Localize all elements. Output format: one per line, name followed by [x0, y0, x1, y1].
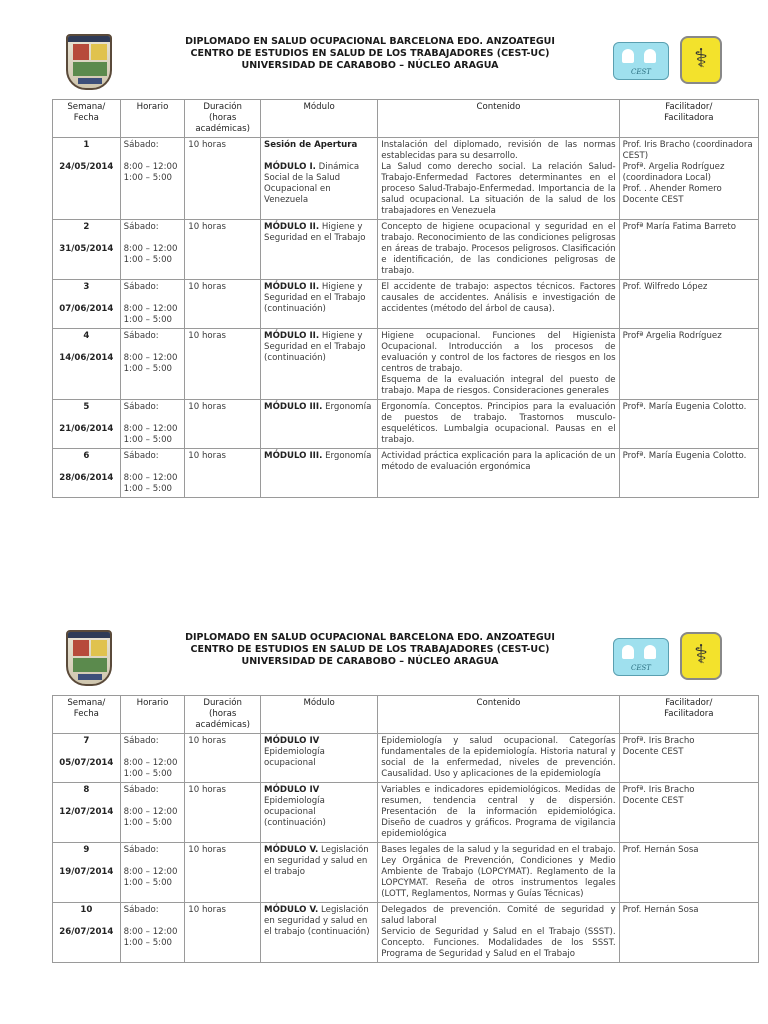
schedule-day: Sábado: [123, 222, 159, 232]
cell-contenido [378, 734, 619, 783]
table-row [53, 400, 759, 449]
schedule-table [52, 695, 759, 963]
cell-contenido [378, 220, 619, 280]
facilitator-name: Docente CEST [622, 747, 684, 757]
cell-horario [120, 843, 185, 903]
col-header-semana: Semana/ Fecha [53, 100, 121, 138]
schedule-day: Sábado: [123, 845, 159, 855]
week-number: 10 [80, 905, 93, 915]
table-row [53, 903, 759, 963]
facilitator-name: Prof. Iris Bracho (coordinadora CEST) [622, 140, 753, 161]
facilitator-name: Profª. María Eugenia Colotto. [622, 402, 747, 412]
schedule-afternoon: 1:00 – 5:00 [123, 173, 173, 183]
col-header-contenido: Contenido [378, 100, 619, 138]
module-title: MÓDULO II. [264, 222, 320, 232]
schedule-day: Sábado: [123, 451, 159, 461]
col-header-horario: Horario [120, 696, 185, 734]
header-line-2: CENTRO DE ESTUDIOS EN SALUD DE LOS TRABAJADORES (CEST-UC) [190, 48, 550, 59]
cell-facilitador [619, 843, 758, 903]
module-line [264, 785, 374, 829]
cell-facilitador [619, 138, 758, 220]
content-paragraph: Ergonomía. Conceptos. Principios para la evaluación de puestos de trabajo. Trastornos musculo-esqueléticos. Lumbalgia ocupacional. Pausas en el trabajo. [381, 402, 616, 445]
schedule-afternoon: 1:00 – 5:00 [123, 364, 173, 374]
cell-contenido [378, 280, 619, 329]
schedule-day: Sábado: [123, 282, 159, 292]
schedule-morning: 8:00 – 12:00 [123, 353, 178, 363]
module-line [264, 845, 374, 878]
schedule-table [52, 99, 759, 498]
facilitator-name: Profª María Fatima Barreto [622, 222, 736, 232]
cell-modulo [261, 280, 378, 329]
module-title: MÓDULO III. [264, 451, 323, 461]
col-header-contenido: Contenido [378, 696, 619, 734]
university-crest-icon [66, 34, 112, 90]
module-title: MÓDULO II. [264, 282, 320, 292]
module-title: Sesión de Apertura [264, 140, 358, 150]
cell-modulo [261, 449, 378, 498]
week-date: 14/06/2014 [59, 353, 114, 363]
module-line [264, 402, 374, 413]
schedule-day: Sábado: [123, 331, 159, 341]
cell-duracion: 10 horas [185, 843, 261, 903]
header-titles [140, 632, 600, 668]
schedule-page-2 [0, 624, 768, 959]
cell-semana [53, 400, 121, 449]
document-header [0, 624, 768, 694]
col-header-duracion: Duración (horas académicas) [185, 696, 261, 734]
content-paragraph: Epidemiología y salud ocupacional. Categorías fundamentales de la epidemiología. Historia natural y social de la enfermedad, niveles de prevención. Causalidad. Uso y aplicaciones de la epidemiología [381, 736, 616, 779]
table-row [53, 138, 759, 220]
cell-duracion: 10 horas [185, 400, 261, 449]
week-number: 8 [83, 785, 90, 795]
module-line [264, 282, 374, 315]
table-row [53, 220, 759, 280]
schedule-morning: 8:00 – 12:00 [123, 162, 178, 172]
header-line-3: UNIVERSIDAD DE CARABOBO – NÚCLEO ARAGUA [241, 656, 499, 667]
schedule-day: Sábado: [123, 402, 159, 412]
cell-duracion: 10 horas [185, 903, 261, 963]
module-title: MÓDULO V. [264, 845, 319, 855]
schedule-morning: 8:00 – 12:00 [123, 867, 178, 877]
cell-modulo [261, 329, 378, 400]
schedule-afternoon: 1:00 – 5:00 [123, 938, 173, 948]
module-title: MÓDULO IV [264, 736, 320, 746]
module-name: Legislación en seguridad y salud en el trabajo (continuación) [264, 905, 370, 937]
week-date: 24/05/2014 [59, 162, 114, 172]
content-paragraph: El accidente de trabajo: aspectos técnicos. Factores causales de accidentes. Análisis e investigación de accidentes (método del árbol de causa). [381, 282, 616, 314]
schedule-morning: 8:00 – 12:00 [123, 424, 178, 434]
cell-horario [120, 903, 185, 963]
facilitator-name: Profª. Argelia Rodríguez (coordinadora Local) [622, 162, 725, 183]
facilitator-name: Prof. Wilfredo López [622, 282, 708, 292]
module-title: MÓDULO I. [264, 162, 316, 172]
facilitator-name: Profª. María Eugenia Colotto. [622, 451, 747, 461]
cell-duracion: 10 horas [185, 783, 261, 843]
module-line [264, 140, 374, 151]
col-header-facilitador: Facilitador/ Facilitadora [619, 100, 758, 138]
content-paragraph: Variables e indicadores epidemiológicos. Medidas de resumen, tendencia central y de dispersión. Presentación de la información epidemiológica. Diseño de cuadros y gráficos. Programa de vigilancia epidemiológica [381, 785, 616, 839]
week-number: 5 [83, 402, 90, 412]
module-title: MÓDULO IV [264, 785, 320, 795]
module-name: Higiene y Seguridad en el Trabajo [264, 222, 366, 243]
cell-modulo [261, 220, 378, 280]
cell-duracion: 10 horas [185, 220, 261, 280]
cell-modulo [261, 400, 378, 449]
week-number: 4 [83, 331, 90, 341]
cell-semana [53, 280, 121, 329]
cell-contenido [378, 400, 619, 449]
facilitator-name: Profª. Iris Bracho [622, 736, 695, 746]
module-title: MÓDULO V. [264, 905, 319, 915]
col-header-semana: Semana/ Fecha [53, 696, 121, 734]
week-number: 2 [83, 222, 90, 232]
content-paragraph: Higiene ocupacional. Funciones del Higienista Ocupacional. Introducción a los procesos de evaluación y control de los factores de riesgos en los centros de trabajo. [381, 331, 616, 374]
content-paragraph: Actividad práctica explicación para la aplicación de un método de evaluación ergonómica [381, 451, 616, 472]
week-number: 1 [83, 140, 90, 150]
cell-modulo [261, 843, 378, 903]
schedule-morning: 8:00 – 12:00 [123, 304, 178, 314]
cell-contenido [378, 783, 619, 843]
schedule-day: Sábado: [123, 785, 159, 795]
cell-duracion: 10 horas [185, 734, 261, 783]
content-paragraph: Esquema de la evaluación integral del puesto de trabajo. Mapa de riesgos. Consideraciones generales [381, 375, 616, 396]
week-number: 3 [83, 282, 90, 292]
cell-modulo [261, 734, 378, 783]
table-row [53, 734, 759, 783]
content-paragraph: Concepto de higiene ocupacional y seguridad en el trabajo. Reconocimiento de las condiciones peligrosas en áreas de trabajo. Procesos peligrosos. Clasificación e identificación, de las condiciones peligrosas de trabajo. [381, 222, 616, 276]
caduceus-logo-icon: ⚕ [680, 36, 722, 84]
week-date: 05/07/2014 [59, 758, 114, 768]
table-row [53, 329, 759, 400]
cell-duracion: 10 horas [185, 329, 261, 400]
col-header-duracion: Duración (horas académicas) [185, 100, 261, 138]
cell-horario [120, 220, 185, 280]
cell-semana [53, 329, 121, 400]
module-name: Epidemiología ocupacional (continuación) [264, 796, 326, 828]
module-name: Ergonomía [322, 402, 372, 412]
schedule-day: Sábado: [123, 736, 159, 746]
table-row [53, 449, 759, 498]
cell-semana [53, 783, 121, 843]
content-paragraph: La Salud como derecho social. La relación Salud-Trabajo-Enfermedad Factores determinantes en el proceso Salud-Trabajo-Enfermedad. Importancia de la salud ocupacional. La situación de la salud de los trabajadores en Venezuela [381, 162, 616, 216]
schedule-afternoon: 1:00 – 5:00 [123, 315, 173, 325]
schedule-morning: 8:00 – 12:00 [123, 244, 178, 254]
cell-horario [120, 783, 185, 843]
module-name: Epidemiología ocupacional [264, 747, 325, 768]
cell-contenido [378, 449, 619, 498]
header-line-1: DIPLOMADO EN SALUD OCUPACIONAL BARCELONA EDO. ANZOATEGUI [185, 36, 555, 47]
module-name: Higiene y Seguridad en el Trabajo (continuación) [264, 282, 366, 314]
cell-semana [53, 734, 121, 783]
cell-horario [120, 449, 185, 498]
schedule-morning: 8:00 – 12:00 [123, 927, 178, 937]
university-crest-icon [66, 630, 112, 686]
cell-semana [53, 449, 121, 498]
module-name: Higiene y Seguridad en el Trabajo (continuación) [264, 331, 366, 363]
cell-facilitador [619, 903, 758, 963]
content-paragraph: Delegados de prevención. Comité de seguridad y salud laboral [381, 905, 616, 926]
week-number: 6 [83, 451, 90, 461]
module-line [264, 905, 374, 938]
col-header-modulo: Módulo [261, 100, 378, 138]
cell-duracion: 10 horas [185, 449, 261, 498]
cell-contenido [378, 138, 619, 220]
cell-duracion: 10 horas [185, 280, 261, 329]
schedule-afternoon: 1:00 – 5:00 [123, 484, 173, 494]
schedule-day: Sábado: [123, 140, 159, 150]
week-date: 21/06/2014 [59, 424, 114, 434]
module-line [264, 331, 374, 364]
schedule-page-1 [0, 28, 768, 494]
cest-logo-icon [613, 638, 669, 676]
module-title: MÓDULO III. [264, 402, 323, 412]
cell-semana [53, 903, 121, 963]
cell-horario [120, 280, 185, 329]
cell-facilitador [619, 783, 758, 843]
module-name: Legislación en seguridad y salud en el trabajo [264, 845, 369, 877]
cell-horario [120, 734, 185, 783]
cell-semana [53, 843, 121, 903]
document-header [0, 28, 768, 98]
week-date: 31/05/2014 [59, 244, 114, 254]
cell-facilitador [619, 400, 758, 449]
week-date: 12/07/2014 [59, 807, 114, 817]
module-line [264, 162, 374, 206]
facilitator-name: Prof. . Ahender Romero [622, 184, 722, 194]
schedule-morning: 8:00 – 12:00 [123, 473, 178, 483]
cell-horario [120, 400, 185, 449]
cell-semana [53, 220, 121, 280]
cell-facilitador [619, 449, 758, 498]
header-line-3: UNIVERSIDAD DE CARABOBO – NÚCLEO ARAGUA [241, 60, 499, 71]
table-row [53, 843, 759, 903]
cell-contenido [378, 329, 619, 400]
module-line [264, 222, 374, 244]
table-header-row [53, 100, 759, 138]
schedule-afternoon: 1:00 – 5:00 [123, 255, 173, 265]
schedule-afternoon: 1:00 – 5:00 [123, 769, 173, 779]
cell-facilitador [619, 329, 758, 400]
cell-facilitador [619, 220, 758, 280]
week-date: 28/06/2014 [59, 473, 114, 483]
cell-contenido [378, 903, 619, 963]
header-line-1: DIPLOMADO EN SALUD OCUPACIONAL BARCELONA EDO. ANZOATEGUI [185, 632, 555, 643]
module-name: Dinámica Social de la Salud Ocupacional en Venezuela [264, 162, 360, 205]
cell-horario [120, 329, 185, 400]
week-date: 26/07/2014 [59, 927, 114, 937]
cell-modulo [261, 903, 378, 963]
content-paragraph: Bases legales de la salud y la seguridad en el trabajo. Ley Orgánica de Prevención, Condiciones y Medio Ambiente de Trabajo (LOPCYMAT). Reglamento de la LOPCYMAT. Reseña de otros instrumentos legales (LOTT, Reglamentos, Normas y Guías Técnicas) [381, 845, 616, 899]
schedule-morning: 8:00 – 12:00 [123, 807, 178, 817]
module-line [264, 736, 374, 769]
schedule-day: Sábado: [123, 905, 159, 915]
facilitator-name: Profª. Iris Bracho [622, 785, 695, 795]
schedule-morning: 8:00 – 12:00 [123, 758, 178, 768]
caduceus-logo-icon: ⚕ [680, 632, 722, 680]
header-titles [140, 36, 600, 72]
week-date: 19/07/2014 [59, 867, 114, 877]
module-line [264, 451, 374, 462]
schedule-afternoon: 1:00 – 5:00 [123, 878, 173, 888]
facilitator-name: Docente CEST [622, 796, 684, 806]
facilitator-name: Profª Argelia Rodríguez [622, 331, 722, 341]
col-header-facilitador: Facilitador/ Facilitadora [619, 696, 758, 734]
week-number: 9 [83, 845, 90, 855]
cest-logo-icon [613, 42, 669, 80]
schedule-afternoon: 1:00 – 5:00 [123, 435, 173, 445]
cell-duracion: 10 horas [185, 138, 261, 220]
content-paragraph: Instalación del diplomado, revisión de las normas establecidas para su desarrollo. [381, 140, 616, 161]
cell-contenido [378, 843, 619, 903]
cell-modulo [261, 783, 378, 843]
cell-facilitador [619, 734, 758, 783]
content-paragraph: Servicio de Seguridad y Salud en el Trabajo (SSST). Concepto. Funciones. Modalidades de los SSST. Programa de Seguridad y Salud en el Trabajo [381, 927, 616, 959]
module-name: Ergonomía [322, 451, 372, 461]
col-header-horario: Horario [120, 100, 185, 138]
table-header-row [53, 696, 759, 734]
week-number: 7 [83, 736, 90, 746]
cell-semana [53, 138, 121, 220]
cell-horario [120, 138, 185, 220]
module-line [264, 151, 374, 162]
table-row [53, 280, 759, 329]
cell-modulo [261, 138, 378, 220]
week-date: 07/06/2014 [59, 304, 114, 314]
facilitator-name: Docente CEST [622, 195, 684, 205]
cest-logo-text: CEST [631, 68, 651, 76]
facilitator-name: Prof. Hernán Sosa [622, 845, 699, 855]
module-title: MÓDULO II. [264, 331, 320, 341]
header-line-2: CENTRO DE ESTUDIOS EN SALUD DE LOS TRABAJADORES (CEST-UC) [190, 644, 550, 655]
facilitator-name: Prof. Hernán Sosa [622, 905, 699, 915]
cell-facilitador [619, 280, 758, 329]
cest-logo-text: CEST [631, 664, 651, 672]
col-header-modulo: Módulo [261, 696, 378, 734]
table-row [53, 783, 759, 843]
schedule-afternoon: 1:00 – 5:00 [123, 818, 173, 828]
